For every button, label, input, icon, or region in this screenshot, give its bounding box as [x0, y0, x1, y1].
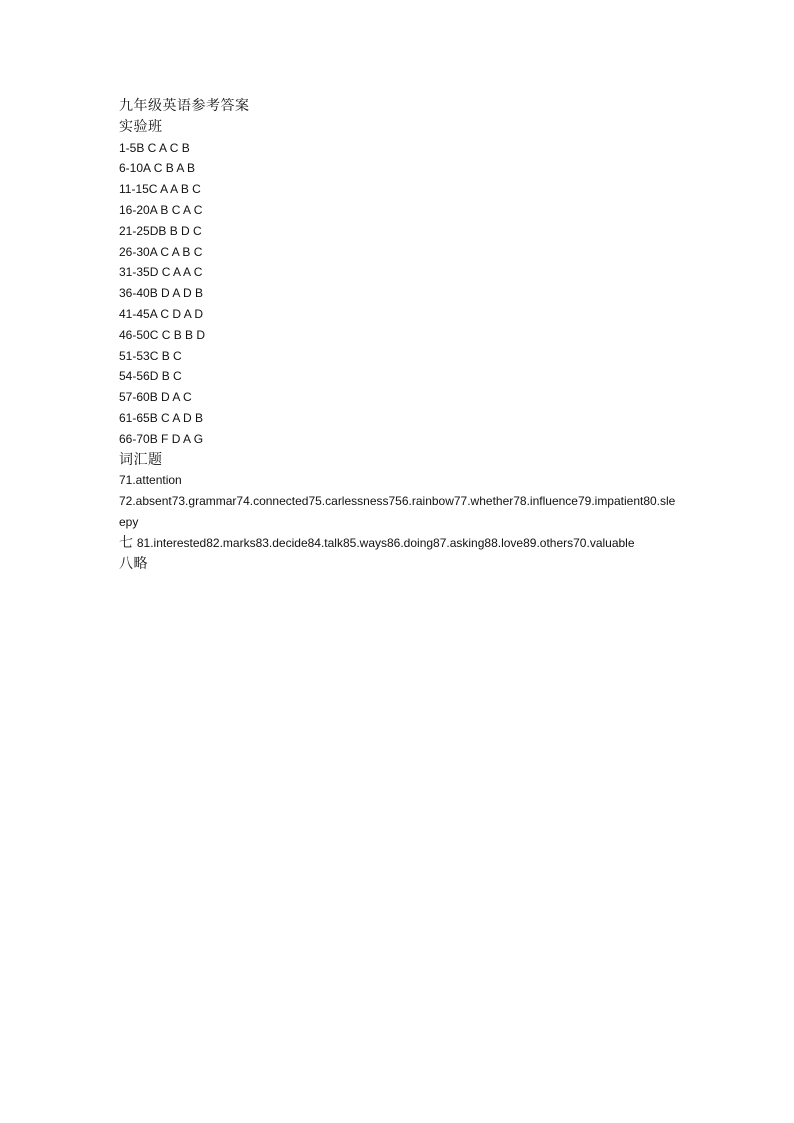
- vocab-section-label: 词汇题: [119, 451, 163, 468]
- vocab-answers-72-80: 72.absent73.grammar74.connected75.carlessness756.rainbow77.whether78.influence79.impatient80.sleepy: [119, 494, 676, 529]
- answer-row-61-65: 61-65B C A D B: [119, 410, 204, 425]
- answer-key-document: [119, 96, 679, 574]
- answer-row-1-5: 1-5B C A C B: [119, 140, 190, 155]
- answer-row-41-45: 41-45A C D A D: [119, 306, 204, 321]
- section-7-prefix: 七: [119, 534, 134, 551]
- answer-row-21-25: 21-25DB B D C: [119, 223, 202, 238]
- answer-row-6-10: 6-10A C B A B: [119, 161, 196, 176]
- answer-row-36-40: 36-40B D A D B: [119, 286, 204, 301]
- vocab-answer-71: 71.attention: [119, 473, 182, 488]
- document-title: 九年级英语参考答案: [119, 98, 250, 114]
- answer-row-57-60: 57-60B D A C: [119, 390, 192, 405]
- answer-row-26-30: 26-30A C A B C: [119, 244, 203, 259]
- section-7-answers: 81.interested82.marks83.decide84.talk85.ways86.doing87.asking88.love89.others70.valuable: [136, 535, 635, 550]
- answer-row-11-15: 11-15C A A B C: [119, 182, 201, 197]
- answer-row-54-56: 54-56D B C: [119, 369, 182, 384]
- answer-row-46-50: 46-50C C B B D: [119, 327, 206, 342]
- answer-row-31-35: 31-35D C A A C: [119, 265, 203, 280]
- section-8-note: 八略: [119, 555, 148, 572]
- section-7-row: [119, 533, 679, 554]
- answer-row-51-53: 51-53C B C: [119, 348, 182, 363]
- section-label-experimental-class: 实验班: [119, 118, 163, 135]
- answer-row-66-70: 66-70B F D A G: [119, 431, 204, 446]
- answer-row-16-20: 16-20A B C A C: [119, 202, 203, 217]
